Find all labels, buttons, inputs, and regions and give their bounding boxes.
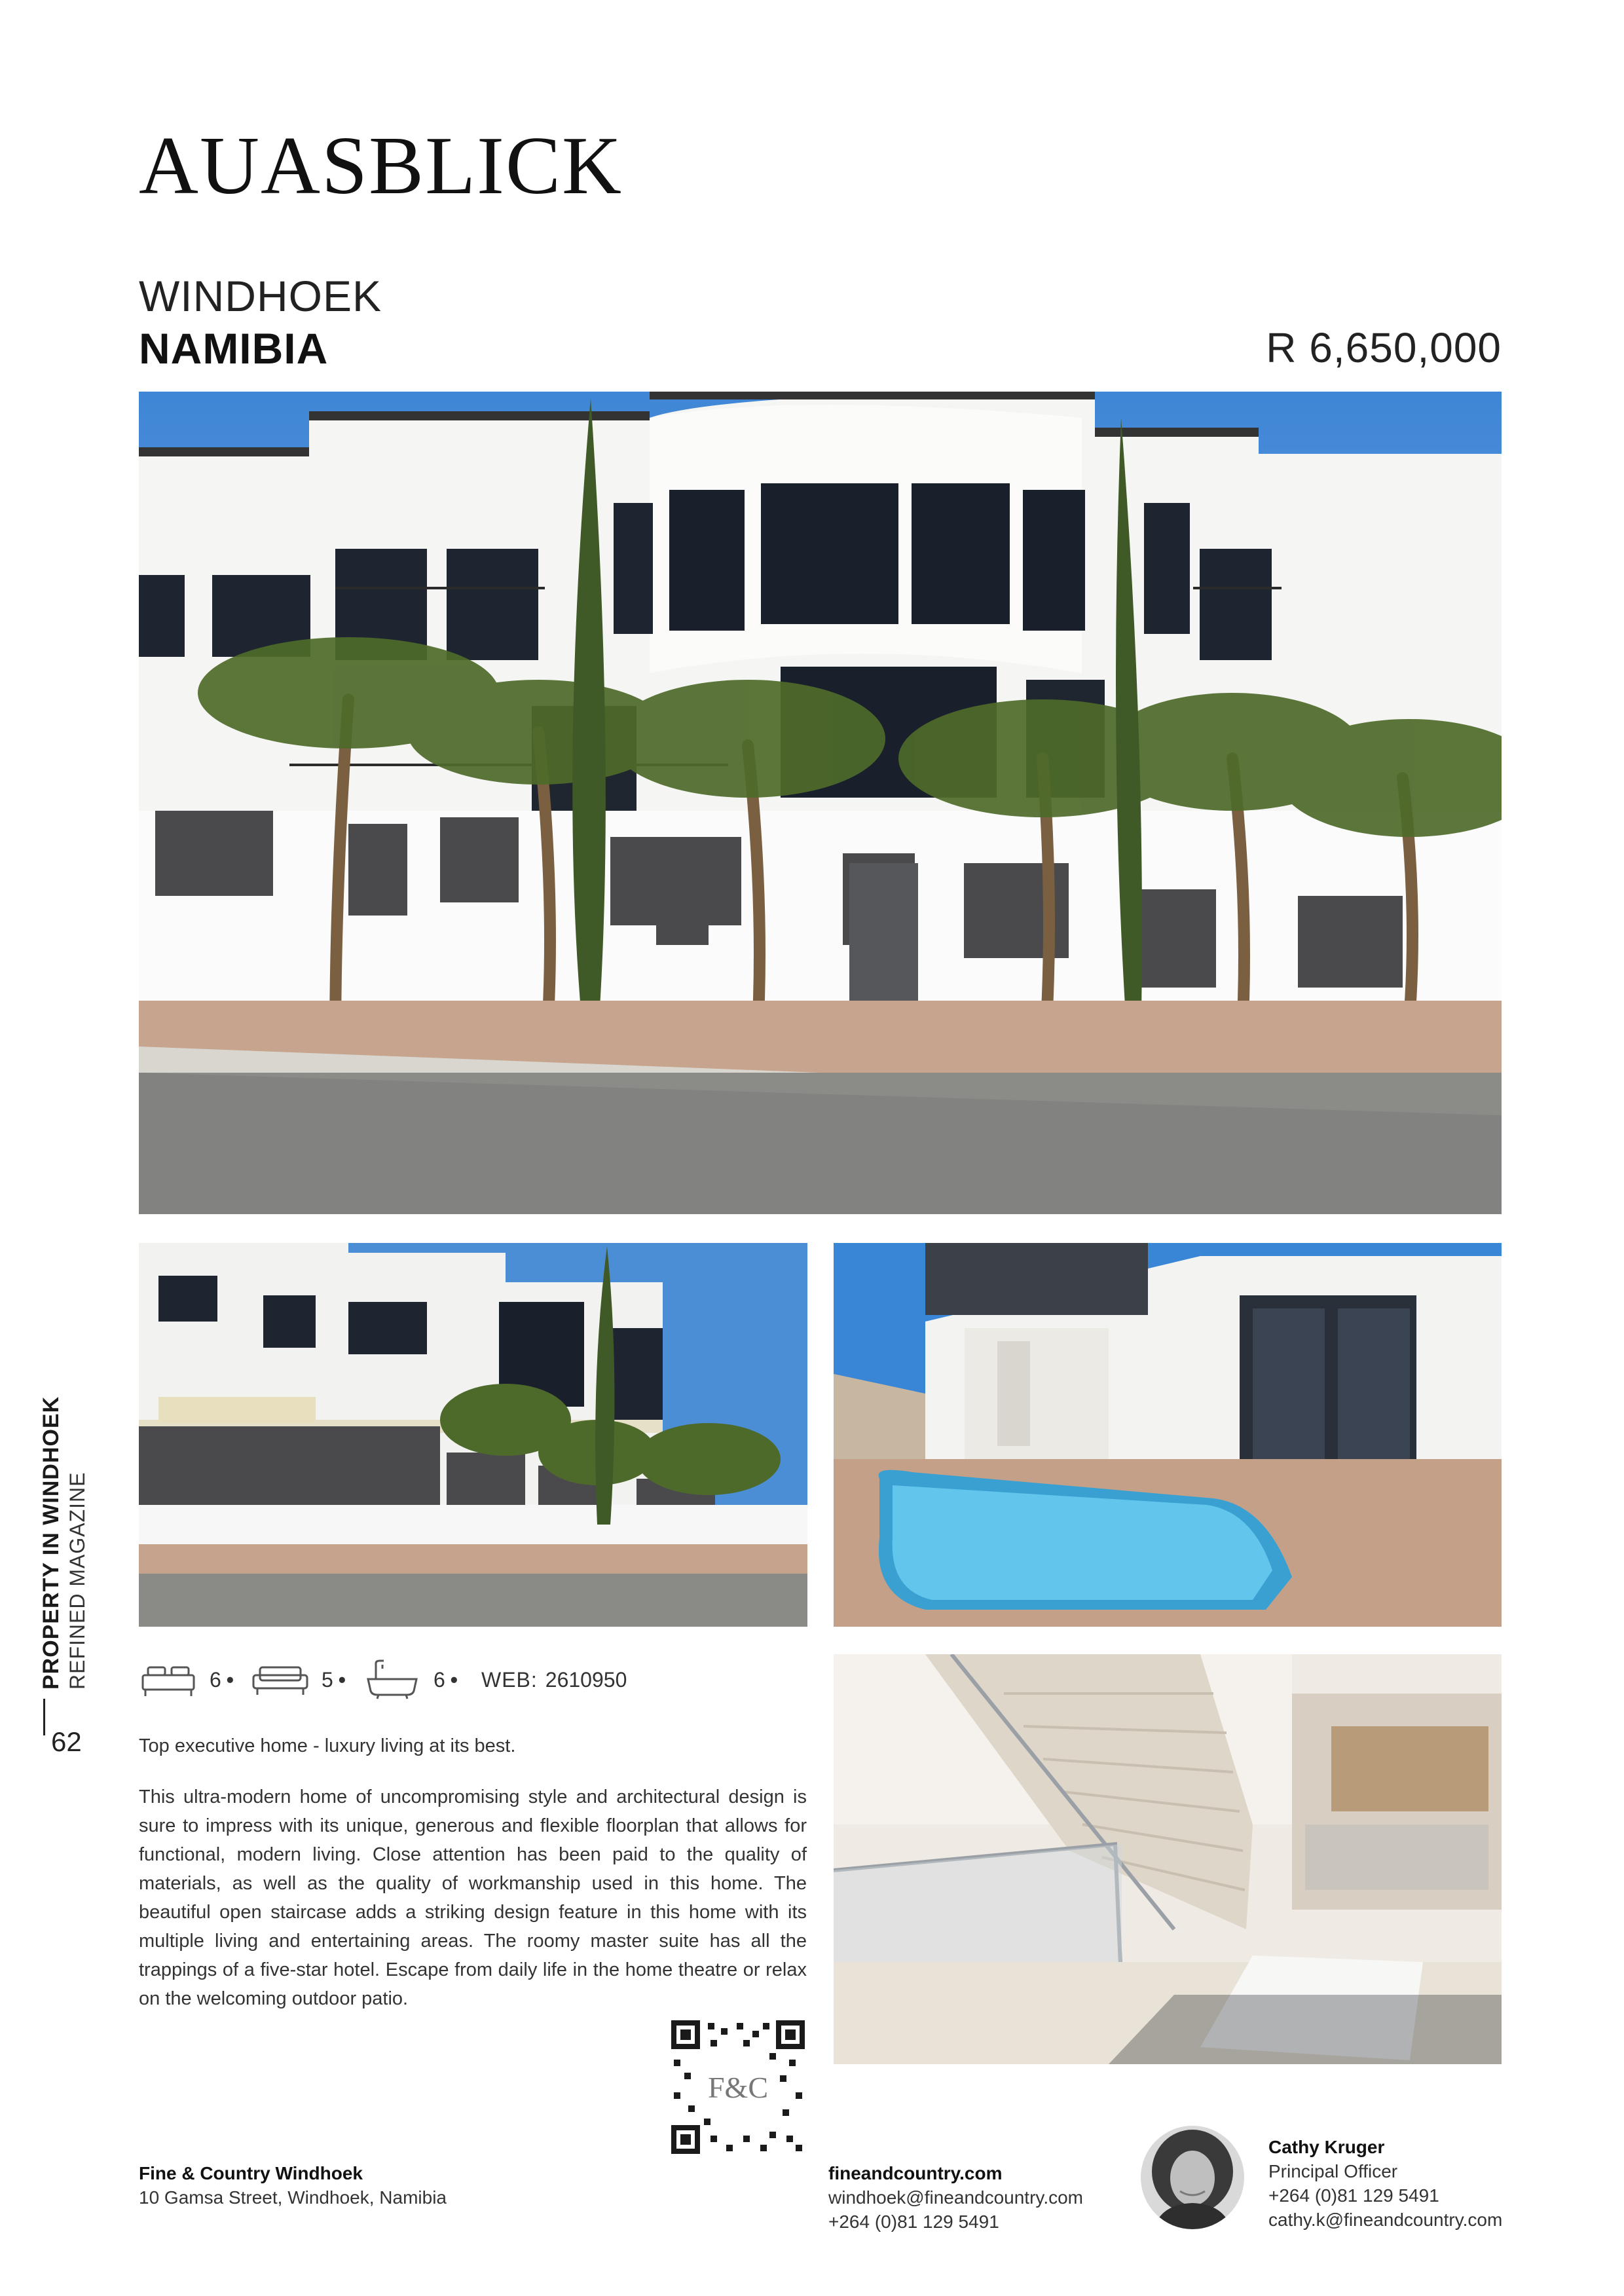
contact-info: [828, 2161, 1083, 2234]
bathrooms-count: 6: [434, 1667, 445, 1692]
contact-email[interactable]: windhoek@fineandcountry.com: [828, 2187, 1084, 2208]
web-ref-number: 2610950: [545, 1667, 627, 1692]
magazine-section-title: PROPERTY IN WINDHOEK: [39, 1396, 64, 1690]
bedrooms-count: 6: [210, 1667, 221, 1692]
property-tagline: Top executive home - luxury living at its best.: [139, 1735, 516, 1756]
magazine-section-label: [38, 1375, 90, 1690]
web-ref-label: WEB:: [481, 1667, 538, 1692]
agent-email[interactable]: cathy.k@fineandcountry.com: [1268, 2210, 1503, 2230]
agent-phone[interactable]: +264 (0)81 129 5491: [1268, 2185, 1439, 2206]
page-number: 62: [51, 1726, 82, 1757]
agent-info: [1268, 2135, 1502, 2232]
office-address: 10 Gamsa Street, Windhoek, Namibia: [139, 2187, 447, 2208]
avatar: [1141, 2126, 1244, 2229]
feature-separator: •: [450, 1667, 458, 1692]
property-city: WINDHOEK: [139, 272, 382, 320]
agent-name: Cathy Kruger: [1268, 2137, 1385, 2157]
office-info: [139, 2161, 447, 2210]
bed-icon: [139, 1659, 198, 1700]
bath-icon: [363, 1659, 422, 1700]
property-price: R 6,650,000: [1266, 324, 1502, 371]
sofa-icon: [251, 1659, 310, 1700]
features-row: [139, 1657, 627, 1703]
website-link[interactable]: fineandcountry.com: [828, 2163, 1003, 2183]
agent-role: Principal Officer: [1268, 2161, 1398, 2181]
feature-separator: •: [338, 1667, 346, 1692]
qr-code[interactable]: [671, 2020, 805, 2154]
front-view-photo: [139, 1243, 807, 1627]
qr-logo: F&C: [707, 2071, 769, 2104]
magazine-section-subtitle: REFINED MAGAZINE: [65, 1472, 89, 1690]
side-divider: [43, 1699, 45, 1735]
property-country: NAMIBIA: [139, 324, 329, 373]
contact-phone[interactable]: +264 (0)81 129 5491: [828, 2212, 999, 2232]
feature-separator: •: [226, 1667, 234, 1692]
property-title: AUASBLICK: [139, 120, 623, 212]
office-name: Fine & Country Windhoek: [139, 2163, 363, 2183]
property-description: This ultra-modern home of uncompromising style and architectural design is sure to impress with its unique, generous and flexible floorplan that allows for functional, modern living. Close attention has been paid to the quality of materials, as well as the quality of workmanship used in this home. The beautiful open staircase adds a striking design feature in this home with its multiple living and entertaining areas. The roomy master suite has all the trappings of a five-star hotel. Escape from daily life in the home theatre or relax on the welcoming outdoor patio.: [139, 1787, 807, 2009]
reception-count: 5: [322, 1667, 333, 1692]
pool-photo: [834, 1243, 1502, 1627]
hero-house-photo: [139, 392, 1502, 1214]
staircase-photo: [834, 1654, 1502, 2064]
